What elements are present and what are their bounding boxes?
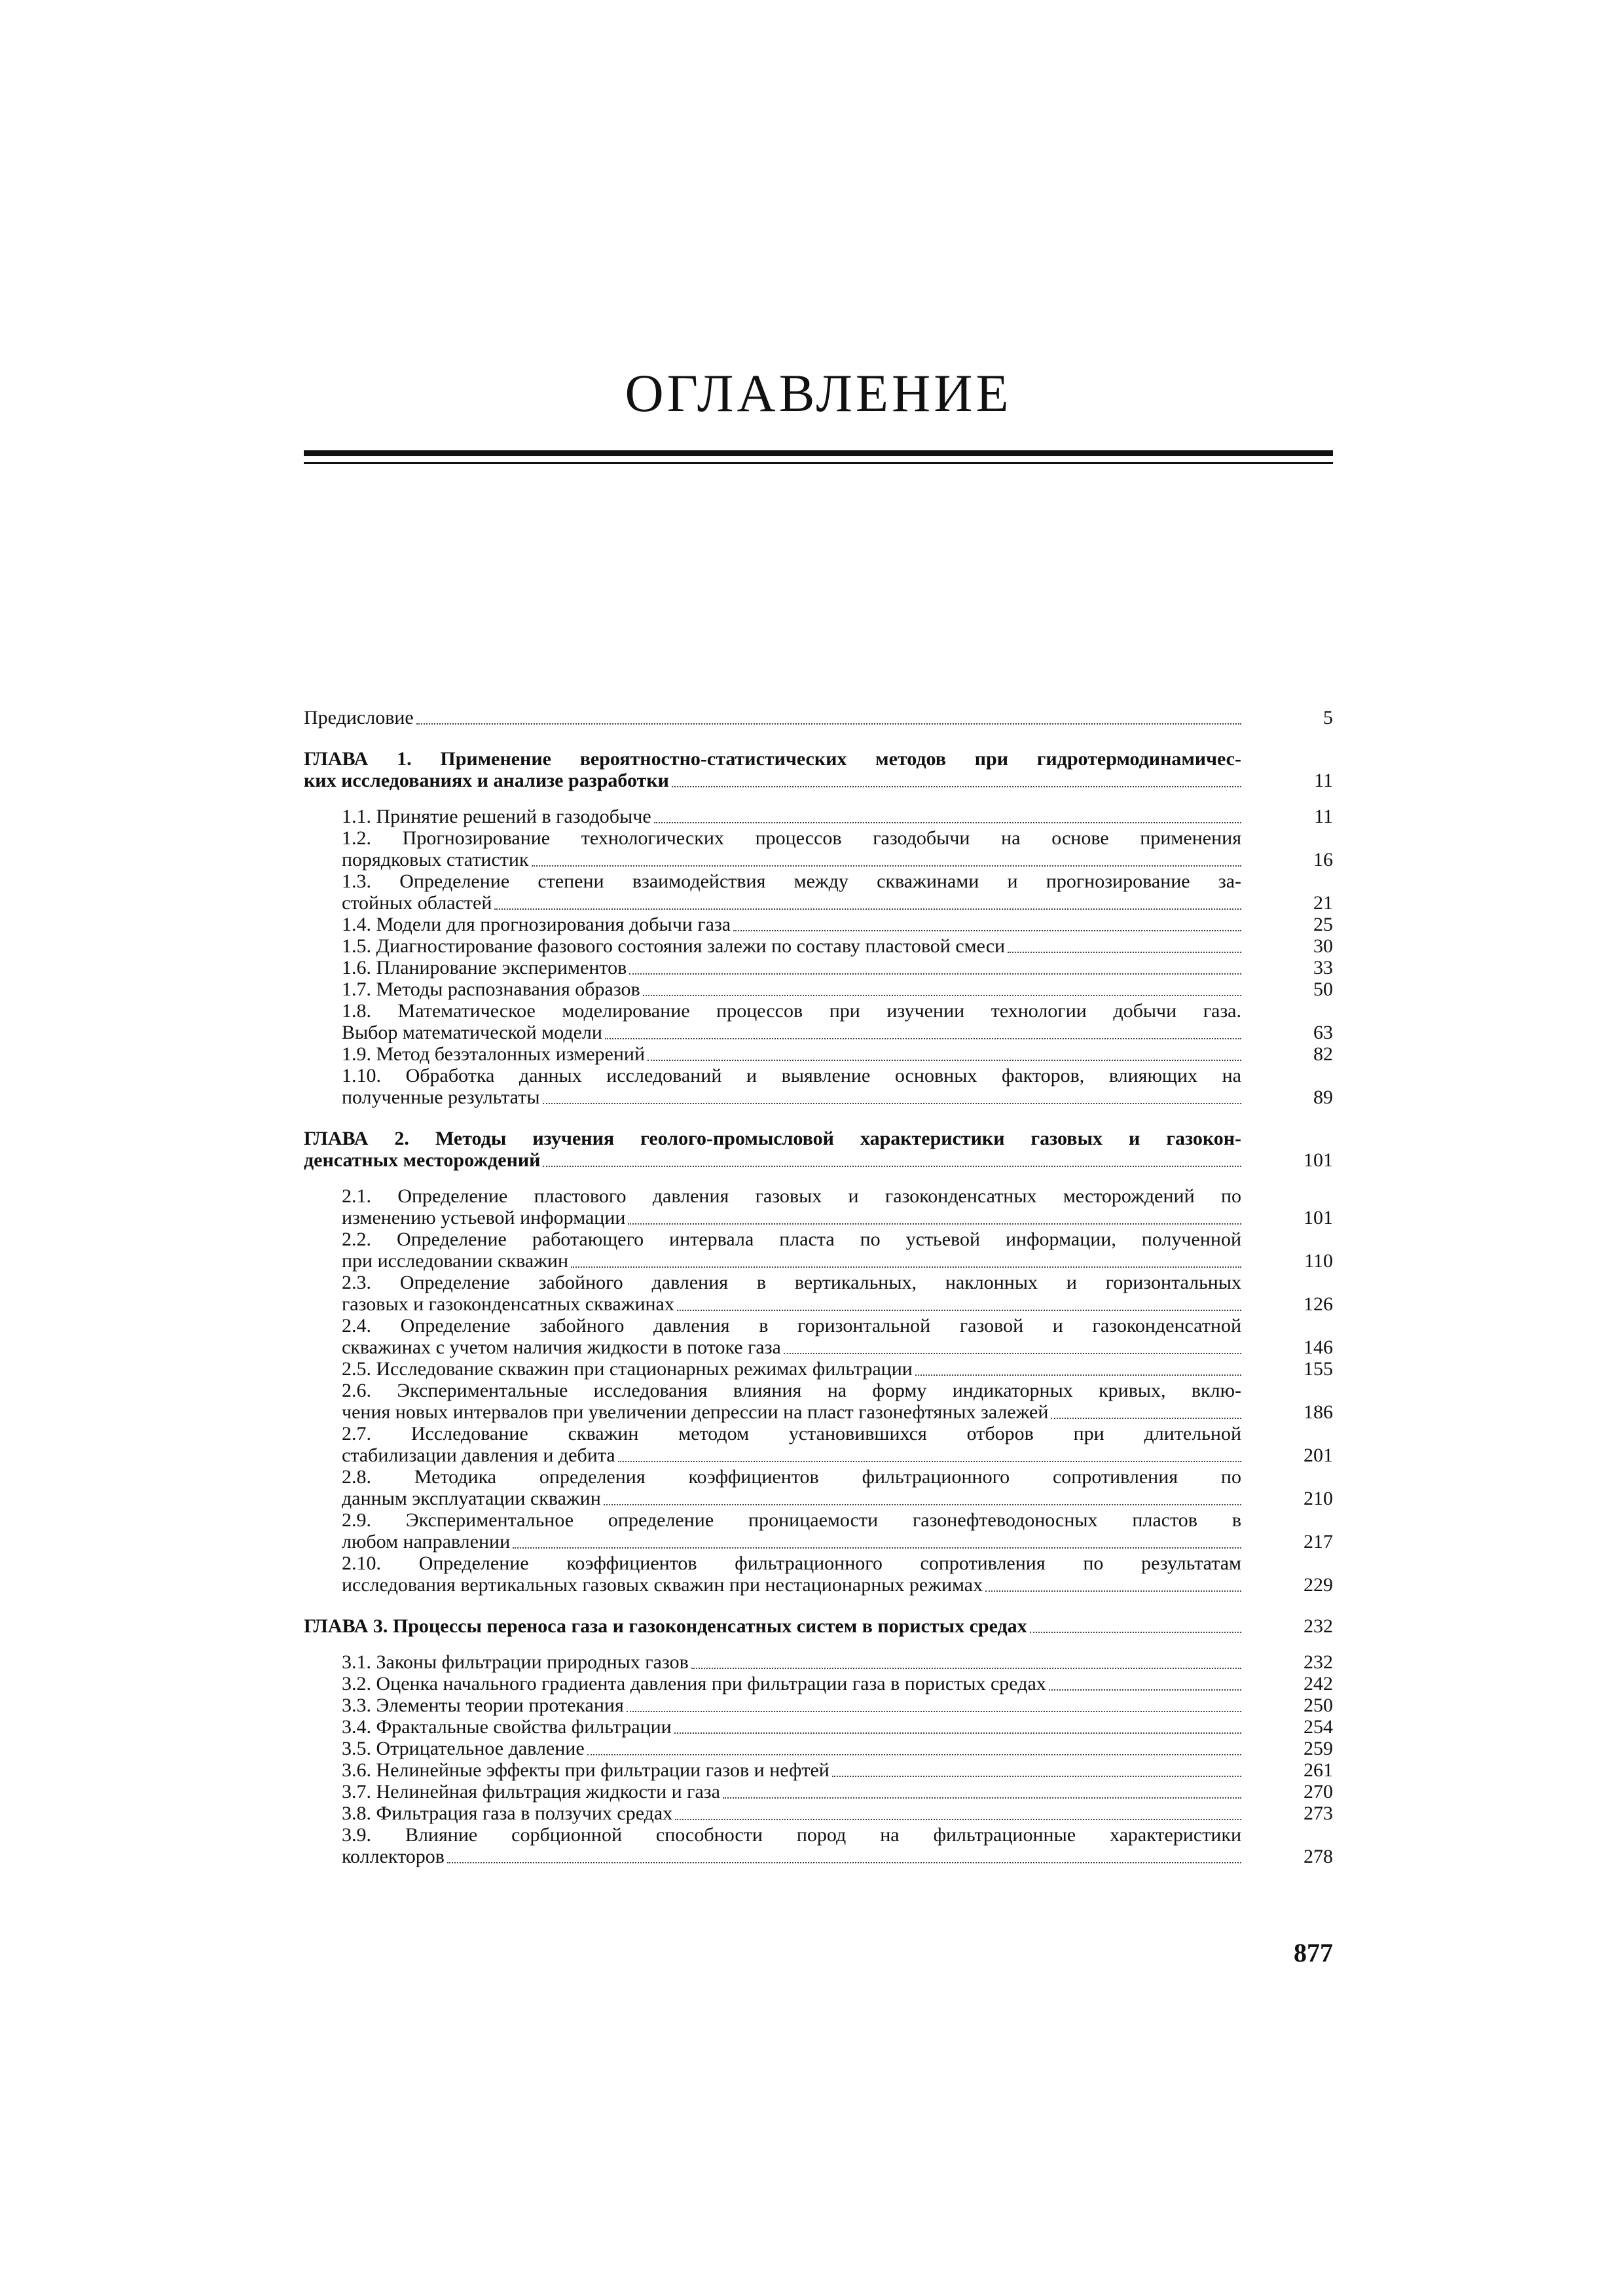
toc-entry-label: 3.6. Нелинейные эффекты при фильтрации газов и нефтей (342, 1759, 830, 1781)
toc-entry-label: 1.7. Методы распознавания образов (342, 978, 640, 1000)
toc-entry-label: изменению устьевой информации (342, 1207, 626, 1229)
toc-page-number: 89 (1313, 1086, 1333, 1108)
toc-entry-label: Выбор математической модели (342, 1022, 602, 1043)
toc-entry-label: 1.5. Диагностирование фазового состояния залежи по составу пластовой смеси (342, 935, 1006, 957)
toc-entry-last-line (342, 914, 1241, 935)
dot-leader (674, 1732, 1241, 1734)
toc-entry-label: 2.5. Исследование скважин при стационарных режимах фильтрации (342, 1358, 913, 1380)
toc-section[interactable] (304, 1651, 1333, 1673)
toc-section[interactable] (304, 1759, 1333, 1781)
dot-leader (629, 973, 1241, 975)
toc-entry-label: при исследовании скважин (342, 1250, 569, 1272)
toc-section[interactable] (304, 1716, 1333, 1738)
toc-section[interactable] (304, 870, 1333, 914)
toc-entry-label: денсатных месторождений (304, 1149, 541, 1171)
dot-leader (587, 1754, 1241, 1755)
toc-entry-label: 3.1. Законы фильтрации природных газов (342, 1651, 689, 1673)
toc-page-number: 155 (1304, 1358, 1333, 1380)
toc-entry-last-line (342, 1531, 1241, 1552)
toc-entry-last-line (342, 1781, 1241, 1803)
toc-entry-label: 3.3. Элементы теории протекания (342, 1695, 624, 1716)
toc-page-number: 101 (1304, 1149, 1333, 1171)
toc-section[interactable] (304, 806, 1333, 827)
toc-chapter[interactable] (304, 1615, 1333, 1637)
toc-section[interactable] (304, 1466, 1333, 1509)
toc-entry-last-line (304, 1149, 1241, 1171)
dot-leader (1051, 1418, 1241, 1419)
toc-section[interactable] (304, 935, 1333, 957)
toc-page-number: 33 (1313, 957, 1333, 978)
dot-leader (571, 1266, 1241, 1268)
page-number: 877 (1294, 1938, 1333, 1967)
toc-entry-line: ГЛАВА 1. Применение вероятностно-статистических методов при гидротермодинамичес- (304, 748, 1241, 770)
toc-entry-last-line (342, 957, 1241, 978)
toc-entry-line: 2.3. Определение забойного давления в вертикальных, наклонных и горизонтальных (342, 1272, 1241, 1293)
title-rule-thick (304, 450, 1333, 456)
toc-entry-last-line (304, 770, 1241, 791)
toc-page-number: 201 (1304, 1444, 1333, 1466)
toc-entry-line: 1.10. Обработка данных исследований и выявление основных факторов, влияющих на (342, 1065, 1241, 1086)
dot-leader (733, 930, 1241, 931)
toc-entry-last-line (304, 707, 1241, 728)
dot-leader (416, 723, 1241, 725)
dot-leader (543, 1103, 1242, 1104)
toc-entry-line: 2.10. Определение коэффициентов фильтрационного сопротивления по результатам (342, 1552, 1241, 1574)
toc-entry-line: 2.8. Методика определения коэффициентов фильтрационного сопротивления по (342, 1466, 1241, 1488)
toc-entry-last-line (342, 1022, 1241, 1043)
toc-entry-label: 1.1. Принятие решений в газодобыче (342, 806, 651, 827)
toc-entry-text (304, 1695, 1241, 1716)
dot-leader (605, 1038, 1241, 1039)
toc-entry-last-line (342, 1207, 1241, 1229)
toc-section[interactable] (304, 1824, 1333, 1867)
dot-leader (647, 1060, 1241, 1061)
toc-entry-last-line (342, 1738, 1241, 1759)
toc-page-number: 101 (1304, 1207, 1333, 1229)
toc-entry-last-line (342, 1803, 1241, 1824)
toc-page-number: 146 (1304, 1336, 1333, 1358)
toc-section[interactable] (304, 1043, 1333, 1065)
toc-entry-last-line (342, 1651, 1241, 1673)
toc-section[interactable] (304, 957, 1333, 978)
toc-page-number: 273 (1304, 1803, 1333, 1824)
toc-section[interactable] (304, 1509, 1333, 1552)
toc-entry-last-line (342, 892, 1241, 914)
toc-entry-label: полученные результаты (342, 1086, 540, 1108)
toc-entry-last-line (342, 1358, 1241, 1380)
toc-entry-text (304, 827, 1241, 870)
toc-section[interactable] (304, 1065, 1333, 1108)
toc-entry-label: Предисловие (304, 707, 414, 728)
toc-section[interactable] (304, 1695, 1333, 1716)
toc-entry-last-line (342, 1759, 1241, 1781)
toc-section[interactable] (304, 1673, 1333, 1695)
toc-entry-last-line (342, 1716, 1241, 1738)
toc-entry-line: 1.3. Определение степени взаимодействия между скважинами и прогнозирование за- (342, 870, 1241, 892)
toc-entry-text (304, 1423, 1241, 1466)
dot-leader (447, 1862, 1241, 1863)
toc-entry-text (304, 707, 1241, 728)
dot-leader (532, 865, 1241, 867)
toc-entry-text (304, 1043, 1241, 1065)
toc-page-number: 210 (1304, 1488, 1333, 1509)
toc-entry-last-line (342, 1695, 1241, 1716)
toc-page-number: 242 (1304, 1673, 1333, 1695)
toc-entry-text (304, 957, 1241, 978)
toc-entry-text (304, 1803, 1241, 1824)
toc-entry-text (304, 1128, 1241, 1171)
toc-section[interactable] (304, 827, 1333, 870)
toc-entry-line: 2.7. Исследование скважин методом установившихся отборов при длительной (342, 1423, 1241, 1444)
dot-leader (643, 995, 1241, 996)
toc-page-number: 250 (1304, 1695, 1333, 1716)
toc-chapter[interactable] (304, 748, 1333, 791)
toc-entry-text (304, 1315, 1241, 1358)
toc-entry-last-line (342, 935, 1241, 957)
toc-entry-last-line (342, 1293, 1241, 1315)
toc-entry-label: 3.2. Оценка начального градиента давления при фильтрации газа в пористых средах (342, 1673, 1046, 1695)
toc-entry-label: ких исследованиях и анализе разработки (304, 770, 669, 791)
toc-section[interactable] (304, 978, 1333, 1000)
dot-leader (691, 1668, 1241, 1669)
toc-section[interactable] (304, 1315, 1333, 1358)
dot-leader (543, 1166, 1241, 1167)
toc-entry-text (304, 748, 1241, 791)
toc-entry-label: стойных областей (342, 892, 492, 914)
toc-page-number: 50 (1313, 978, 1333, 1000)
toc-entry-text (304, 1673, 1241, 1695)
toc-entry-text (304, 978, 1241, 1000)
toc-entry-label: коллекторов (342, 1846, 445, 1867)
toc-section[interactable] (304, 1552, 1333, 1596)
toc-entry-line: 2.2. Определение работающего интервала пласта по устьевой информации, полученной (342, 1229, 1241, 1250)
dot-leader (1049, 1689, 1241, 1691)
toc-entry-label: стабилизации давления и дебита (342, 1444, 615, 1466)
dot-leader (723, 1797, 1241, 1799)
toc-page-number: 21 (1313, 892, 1333, 914)
toc-entry-label: 3.8. Фильтрация газа в ползучих средах (342, 1803, 673, 1824)
toc-page-number: 110 (1304, 1250, 1333, 1272)
toc-entry-label: исследования вертикальных газовых скважин при нестационарных режимах (342, 1574, 983, 1596)
dot-leader (513, 1547, 1241, 1549)
toc-page-number: 261 (1304, 1759, 1333, 1781)
toc-entry-text (304, 1552, 1241, 1596)
dot-leader (604, 1504, 1241, 1505)
toc-entry-last-line (304, 1615, 1241, 1637)
toc-entry-text (304, 1716, 1241, 1738)
toc-entry-label: 1.6. Планирование экспериментов (342, 957, 627, 978)
toc-entry-text (304, 1651, 1241, 1673)
toc-page-number: 11 (1314, 806, 1333, 827)
toc-entry-last-line (342, 1336, 1241, 1358)
toc-page-number: 82 (1313, 1043, 1333, 1065)
toc-entry-text (304, 1738, 1241, 1759)
toc-entry-last-line (342, 849, 1241, 870)
dot-leader (832, 1776, 1241, 1777)
toc-entry-last-line (342, 1488, 1241, 1509)
toc-entry-line: 3.9. Влияние сорбционной способности пород на фильтрационные характеристики (342, 1824, 1241, 1846)
dot-leader (628, 1223, 1241, 1225)
toc-entry-line: ГЛАВА 2. Методы изучения геолого-промысловой характеристики газовых и газокон- (304, 1128, 1241, 1149)
toc-page-number: 278 (1304, 1846, 1333, 1867)
dot-leader (672, 786, 1241, 787)
toc-page-number: 126 (1304, 1293, 1333, 1315)
dot-leader (677, 1310, 1241, 1311)
toc-page-number: 270 (1304, 1781, 1333, 1803)
toc-page-number: 232 (1304, 1615, 1333, 1637)
toc-entry-last-line (342, 1444, 1241, 1466)
toc-section[interactable] (304, 1272, 1333, 1315)
toc-entry-text (304, 935, 1241, 957)
toc-entry-text (304, 1759, 1241, 1781)
toc-entry-text (304, 1185, 1241, 1229)
toc-entry-text (304, 1380, 1241, 1423)
toc-section[interactable] (304, 1423, 1333, 1466)
toc-entry-last-line (342, 1846, 1241, 1867)
dot-leader (985, 1590, 1241, 1592)
toc-section[interactable] (304, 1358, 1333, 1380)
toc-entry-label: 3.5. Отрицательное давление (342, 1738, 585, 1759)
dot-leader (675, 1819, 1241, 1820)
toc-entry-label: 3.4. Фрактальные свойства фильтрации (342, 1716, 672, 1738)
toc-entry-label: 3.7. Нелинейная фильтрация жидкости и газа (342, 1781, 720, 1803)
toc-section[interactable] (304, 1229, 1333, 1272)
dot-leader (784, 1353, 1241, 1354)
dot-leader (627, 1711, 1241, 1712)
title-rule-thin (304, 462, 1333, 464)
toc-entry-text (304, 1824, 1241, 1867)
toc-entry-text (304, 1000, 1241, 1043)
toc-entry-label: данным эксплуатации скважин (342, 1488, 601, 1509)
toc-entry-label: чения новых интервалов при увеличении депрессии на пласт газонефтяных залежей (342, 1401, 1049, 1423)
toc-entry-text (304, 1272, 1241, 1315)
toc-entry-text (304, 806, 1241, 827)
toc-entry-last-line (342, 1401, 1241, 1423)
toc-entry-label: скважинах с учетом наличия жидкости в потоке газа (342, 1336, 781, 1358)
toc-page-number: 217 (1304, 1531, 1333, 1552)
toc-entry-text (304, 1358, 1241, 1380)
toc-entry-label: 1.4. Модели для прогнозирования добычи газа (342, 914, 731, 935)
toc-entry-line: 2.9. Экспериментальное определение проницаемости газонефтеводоносных пластов в (342, 1509, 1241, 1531)
dot-leader (654, 822, 1241, 823)
toc-entry-line: 2.4. Определение забойного давления в горизонтальной газовой и газоконденсатной (342, 1315, 1241, 1336)
toc-entry-label: 1.9. Метод безэталонных измерений (342, 1043, 646, 1065)
toc-page-number: 229 (1304, 1574, 1333, 1596)
toc-entry-line: 2.1. Определение пластового давления газовых и газоконденсатных месторождений по (342, 1185, 1241, 1207)
toc-entry-last-line (342, 1086, 1241, 1108)
toc-page-number: 186 (1304, 1401, 1333, 1423)
toc-entry-label: ГЛАВА 3. Процессы переноса газа и газоконденсатных систем в пористых средах (304, 1615, 1027, 1637)
dot-leader (915, 1374, 1241, 1376)
toc-section[interactable] (304, 1185, 1333, 1229)
toc-page-number: 25 (1313, 914, 1333, 935)
toc-section[interactable] (304, 914, 1333, 935)
toc-entry-last-line (342, 978, 1241, 1000)
toc-entry-text (304, 1065, 1241, 1108)
toc-section[interactable] (304, 1738, 1333, 1759)
toc-entry-last-line (342, 1673, 1241, 1695)
toc-chapter[interactable] (304, 1128, 1333, 1171)
toc-entry-text (304, 1615, 1241, 1637)
dot-leader (1008, 952, 1241, 953)
toc-entry-line: 1.8. Математическое моделирование процессов при изучении технологии добычи газа. (342, 1000, 1241, 1022)
toc-page-number: 259 (1304, 1738, 1333, 1759)
dot-leader (1030, 1632, 1241, 1633)
toc-page-number: 254 (1304, 1716, 1333, 1738)
toc-section[interactable] (304, 1000, 1333, 1043)
toc-entry-text (304, 1781, 1241, 1803)
toc-page-number: 11 (1314, 770, 1333, 791)
toc-entry-label: любом направлении (342, 1531, 511, 1552)
dot-leader (494, 908, 1241, 910)
toc-entry-label: порядковых статистик (342, 849, 529, 870)
toc-entry-last-line (342, 1250, 1241, 1272)
toc-entry-label: газовых и газоконденсатных скважинах (342, 1293, 674, 1315)
toc-section[interactable] (304, 1781, 1333, 1803)
toc-entry-line: 1.2. Прогнозирование технологических процессов газодобычи на основе применения (342, 827, 1241, 849)
toc-section[interactable] (304, 1803, 1333, 1824)
dot-leader (618, 1461, 1241, 1462)
table-of-contents (304, 707, 1333, 1867)
toc-preface[interactable] (304, 707, 1333, 728)
toc-entry-text (304, 870, 1241, 914)
toc-entry-last-line (342, 1574, 1241, 1596)
toc-entry-text (304, 1509, 1241, 1552)
toc-page-number: 5 (1323, 707, 1333, 728)
toc-page-number: 232 (1304, 1651, 1333, 1673)
toc-entry-text (304, 1229, 1241, 1272)
toc-section[interactable] (304, 1380, 1333, 1423)
toc-page-number: 63 (1313, 1022, 1333, 1043)
toc-entry-last-line (342, 1043, 1241, 1065)
toc-entry-line: 2.6. Экспериментальные исследования влияния на форму индикаторных кривых, вклю- (342, 1380, 1241, 1401)
toc-page-number: 30 (1313, 935, 1333, 957)
toc-entry-text (304, 1466, 1241, 1509)
toc-entry-text (304, 914, 1241, 935)
page-title: ОГЛАВЛЕНИЕ (625, 363, 1012, 423)
toc-page-number: 16 (1313, 849, 1333, 870)
toc-entry-last-line (342, 806, 1241, 827)
